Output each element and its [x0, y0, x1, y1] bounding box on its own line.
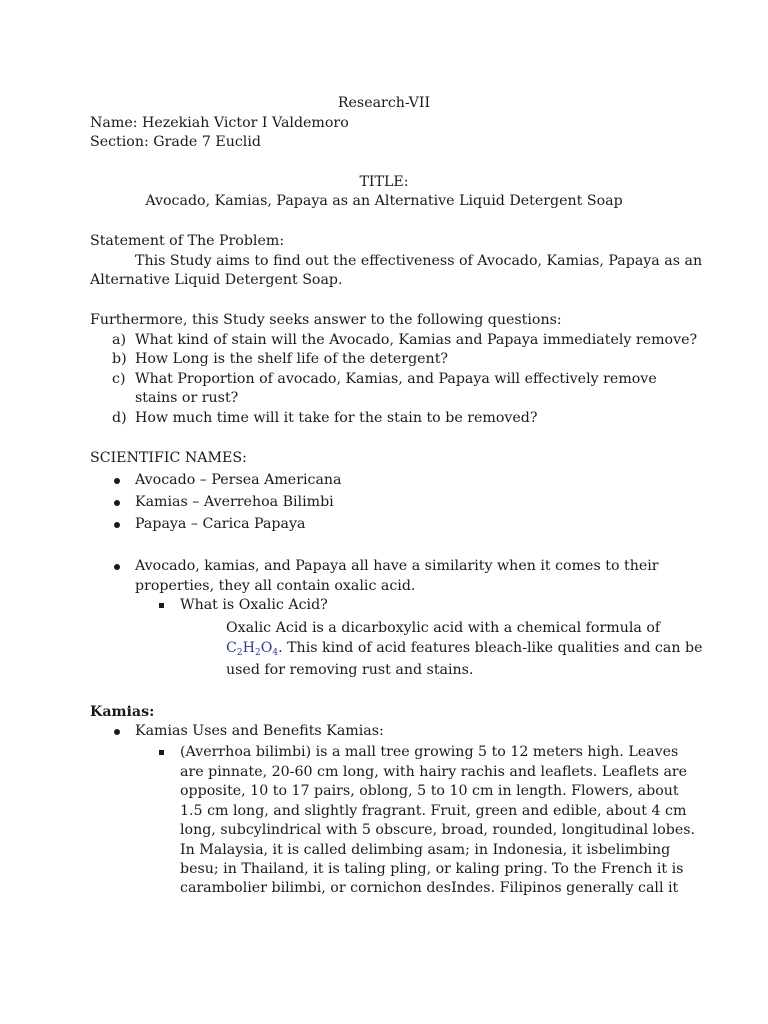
- question-marker: c): [112, 371, 126, 387]
- oxalic-answer-line-1: Oxalic Acid is a dicarboxylic acid with a chemical formula of: [226, 620, 661, 636]
- kamias-description-line: carambolier bilimbi, or cornichon desIndes. Filipinos generally call it: [180, 880, 679, 896]
- kamias-item: Kamias Uses and Benefits Kamias:: [135, 723, 384, 739]
- title-label: TITLE:: [359, 174, 409, 190]
- document-course: Research-VII: [337, 95, 431, 111]
- bullet-icon: [114, 522, 120, 528]
- question-marker: b): [112, 351, 127, 367]
- question-text: How much time will it take for the stain to be removed?: [135, 410, 538, 426]
- kamias-description-line: are pinnate, 20-60 cm long, with hairy rachis and leaflets. Leaflets are: [180, 764, 688, 780]
- bullet-icon: [114, 564, 120, 570]
- question-text: What Proportion of avocado, Kamias, and Papaya will effectively remove: [135, 371, 657, 387]
- bullet-icon: [114, 478, 120, 484]
- kamias-heading: Kamias:: [90, 704, 155, 720]
- scientific-heading: SCIENTIFIC NAMES:: [90, 450, 247, 466]
- kamias-description-line: besu; in Thailand, it is taling pling, or kaling pring. To the French it is: [180, 861, 684, 877]
- question-text-continued: stains or rust?: [135, 390, 239, 406]
- problem-heading: Statement of The Problem:: [90, 233, 285, 249]
- question-marker: d): [112, 410, 127, 426]
- oxalic-answer-line-3: used for removing rust and stains.: [226, 662, 474, 678]
- square-bullet-icon: [159, 750, 164, 755]
- question-text: What kind of stain will the Avocado, Kamias and Papaya immediately remove?: [135, 332, 698, 348]
- square-bullet-icon: [159, 603, 164, 608]
- question-marker: a): [112, 332, 126, 348]
- student-section: Section: Grade 7 Euclid: [90, 134, 261, 150]
- bullet-icon: [114, 729, 120, 735]
- oxalic-question: What is Oxalic Acid?: [180, 597, 328, 613]
- student-name: Name: Hezekiah Victor I Valdemoro: [90, 115, 349, 131]
- scientific-item: Kamias – Averrehoa Bilimbi: [135, 494, 334, 510]
- kamias-description-line: long, subcylindrical with 5 obscure, broad, rounded, longitudinal lobes.: [180, 822, 696, 838]
- bullet-icon: [114, 500, 120, 506]
- title-text: Avocado, Kamias, Papaya as an Alternative Liquid Detergent Soap: [145, 193, 623, 209]
- similarity-line-2: properties, they all contain oxalic acid.: [135, 578, 416, 594]
- question-text: How Long is the shelf life of the detergent?: [135, 351, 449, 367]
- kamias-description-line: opposite, 10 to 17 pairs, oblong, 5 to 10 cm in length. Flowers, about: [180, 783, 679, 799]
- scientific-item: Papaya – Carica Papaya: [135, 516, 306, 532]
- questions-intro: Furthermore, this Study seeks answer to the following questions:: [90, 312, 562, 328]
- oxalic-formula: $C_2H_2O_4$: [226, 640, 279, 658]
- problem-line-1: This Study aims to find out the effectiveness of Avocado, Kamias, Papaya as an: [135, 253, 703, 269]
- problem-line-2: Alternative Liquid Detergent Soap.: [90, 272, 343, 288]
- kamias-description-line: In Malaysia, it is called delimbing asam; in Indonesia, it isbelimbing: [180, 842, 671, 858]
- scientific-item: Avocado – Persea Americana: [135, 472, 342, 488]
- kamias-description-line: 1.5 cm long, and slightly fragrant. Fruit, green and edible, about 4 cm: [180, 803, 687, 819]
- kamias-description-line: (Averrhoa bilimbi) is a mall tree growing 5 to 12 meters high. Leaves: [180, 744, 679, 760]
- similarity-line-1: Avocado, kamias, and Papaya all have a similarity when it comes to their: [135, 558, 659, 574]
- oxalic-answer-line-2: $C_2H_2O_4$. This kind of acid features bleach-like qualities and can be: [226, 640, 703, 658]
